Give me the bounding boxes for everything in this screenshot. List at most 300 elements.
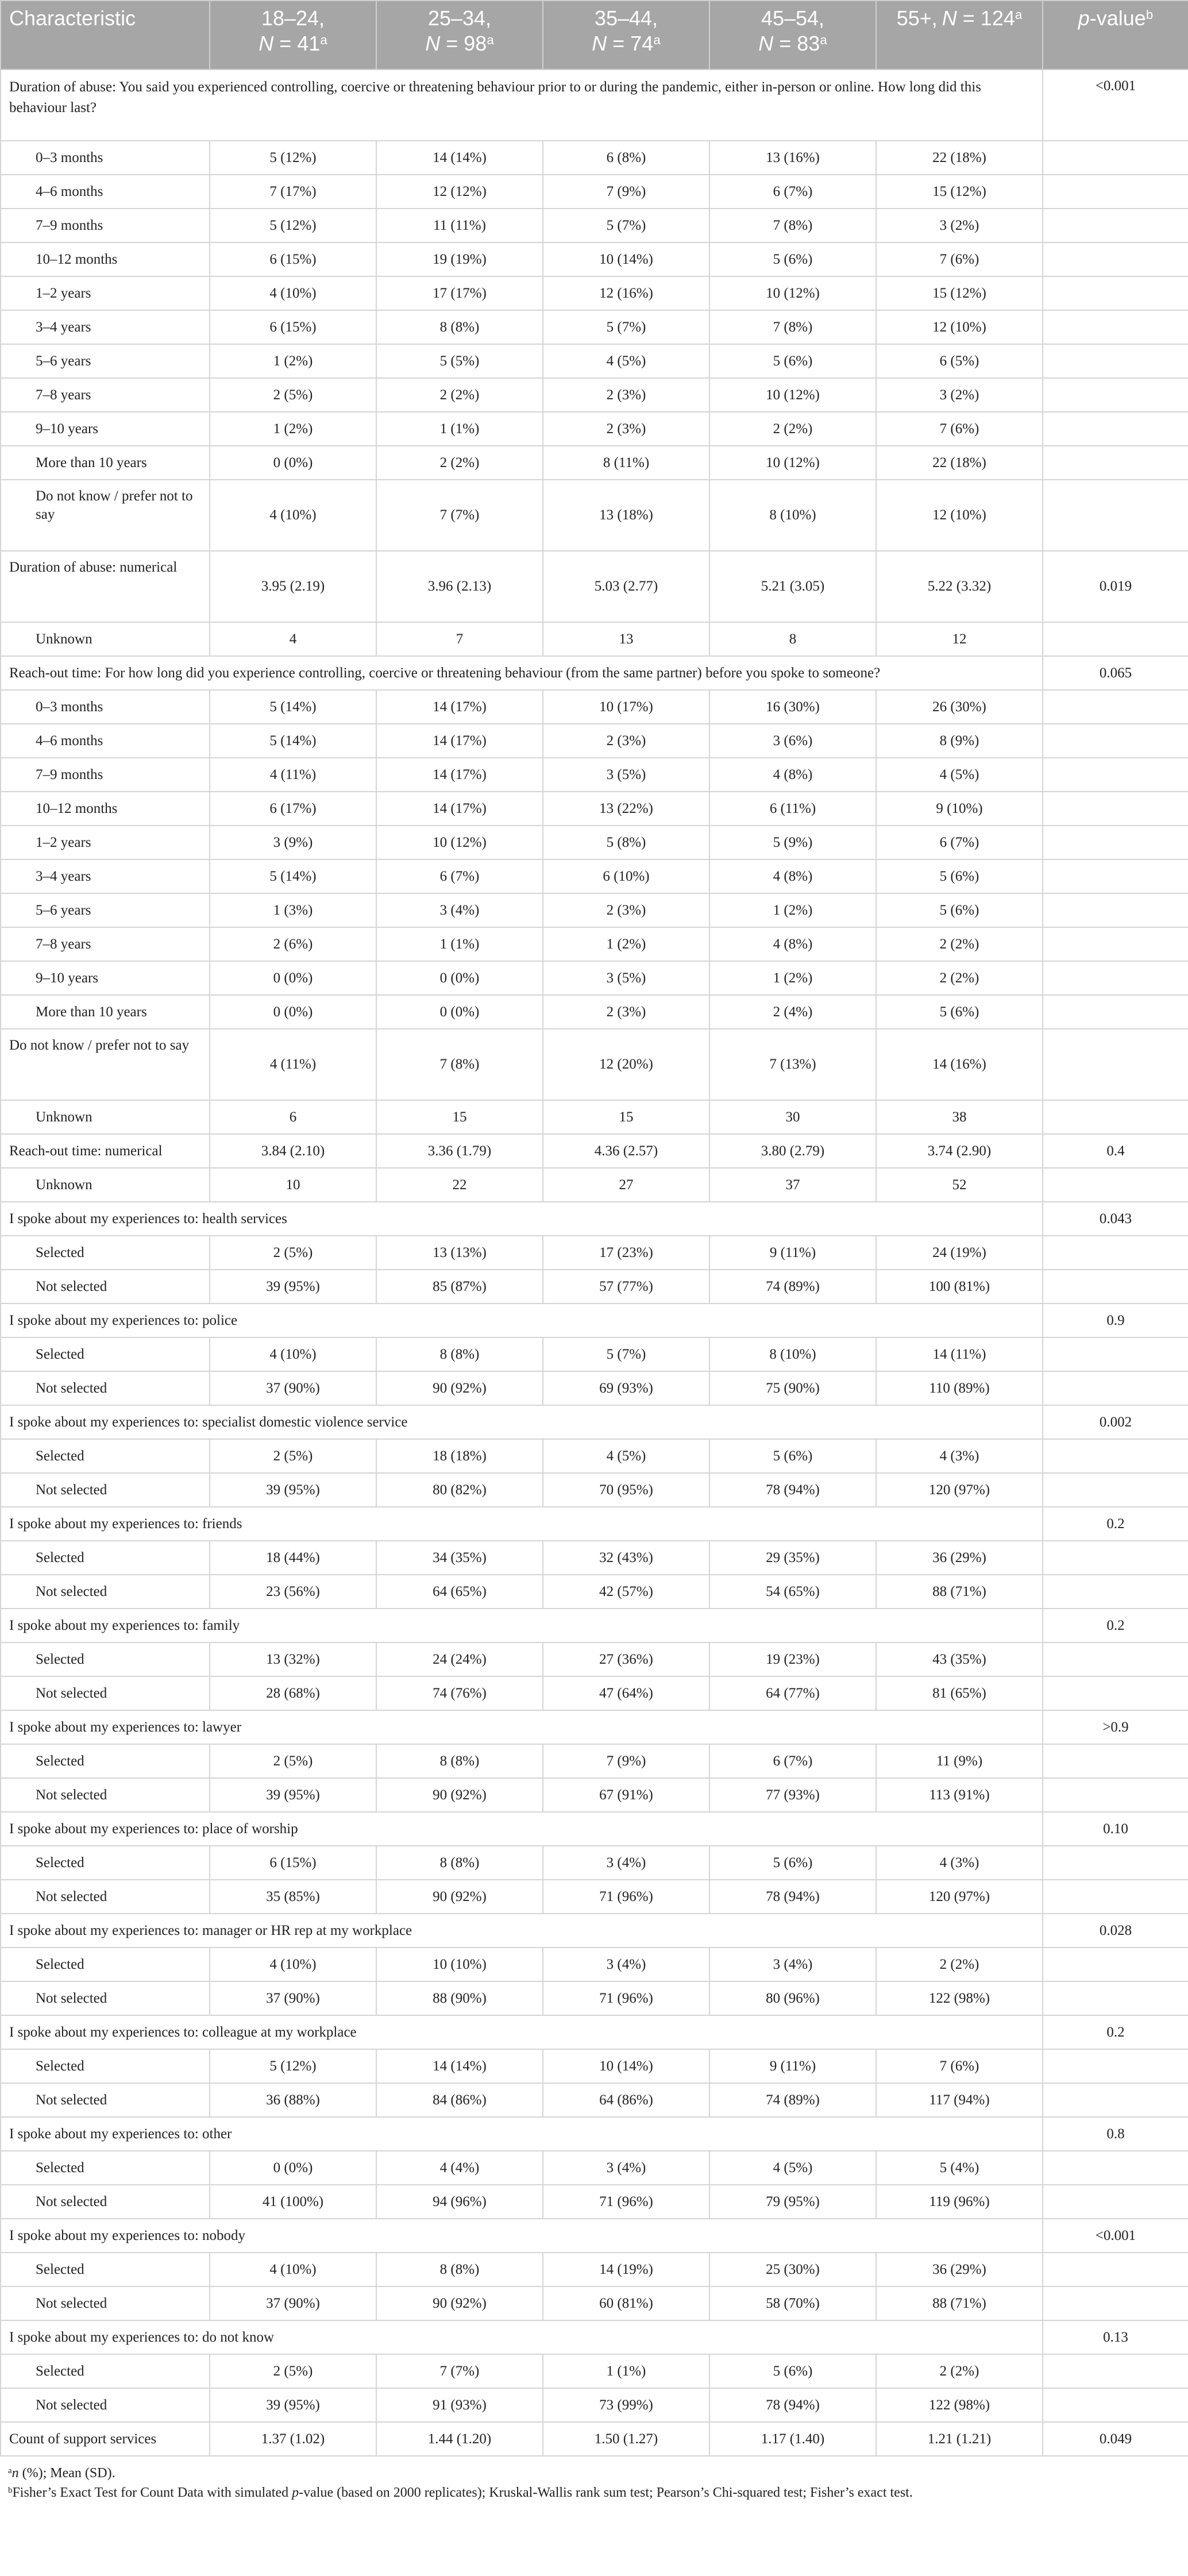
table-group-row: [1, 1609, 1188, 1642]
table-row: [1, 1371, 1188, 1405]
value-cell: 6: [210, 1100, 376, 1134]
value-cell: 4 (4%): [376, 2151, 543, 2185]
value-cell: 8 (10%): [709, 1337, 876, 1371]
table-header-row: [1, 1, 1188, 70]
value-cell: 18 (18%): [376, 1439, 543, 1473]
table-group-row: [1, 1914, 1188, 1948]
value-cell: 85 (87%): [376, 1270, 543, 1304]
value-cell: 3.36 (1.79): [376, 1134, 543, 1168]
value-cell: 24 (19%): [876, 1236, 1043, 1270]
row-label: 3–4 years: [1, 859, 210, 893]
value-cell: 122 (98%): [876, 2388, 1043, 2422]
value-cell: 15 (12%): [876, 276, 1043, 310]
p-value-cell: [1043, 2253, 1188, 2286]
table-row: [1, 2253, 1188, 2286]
row-label: Selected: [1, 1948, 210, 1981]
p-value-cell: 0.049: [1043, 2422, 1188, 2456]
p-value-cell: [1043, 893, 1188, 927]
value-cell: 5 (6%): [876, 995, 1043, 1029]
table-row: [1, 622, 1188, 656]
value-cell: 8 (8%): [376, 310, 543, 344]
value-cell: 16 (30%): [709, 690, 876, 724]
value-cell: 88 (71%): [876, 2286, 1043, 2320]
col-n-value: = 74: [607, 32, 654, 55]
p-value-cell: [1043, 792, 1188, 826]
table-row: [1, 2151, 1188, 2185]
value-cell: 6 (15%): [210, 1846, 376, 1880]
group-label: I spoke about my experiences to: colleague at my workplace: [1, 2015, 1043, 2049]
column-header-age-18-24: [210, 1, 376, 70]
p-value-cell: [1043, 1642, 1188, 1676]
value-cell: 36 (29%): [876, 1541, 1043, 1575]
group-label: Reach-out time: For how long did you experience controlling, coercive or threatening behaviour (from the same partner) before you spoke to someone?: [1, 656, 1043, 690]
row-label: Selected: [1, 1541, 210, 1575]
value-cell: 2 (2%): [876, 927, 1043, 961]
p-value-cell: 0.2: [1043, 1507, 1188, 1541]
value-cell: 88 (90%): [376, 1981, 543, 2015]
value-cell: 22 (18%): [876, 141, 1043, 175]
value-cell: 5 (14%): [210, 859, 376, 893]
value-cell: 5 (6%): [876, 893, 1043, 927]
table-row: [1, 1778, 1188, 1812]
value-cell: 3 (5%): [543, 961, 709, 995]
p-value-cell: [1043, 1371, 1188, 1405]
p-value-cell: 0.2: [1043, 2015, 1188, 2049]
col-sup: a: [653, 32, 661, 47]
value-cell: 90 (92%): [376, 1371, 543, 1405]
table-group-row: [1, 2117, 1188, 2151]
row-label: Selected: [1, 2354, 210, 2388]
column-header-p-value: [1043, 1, 1188, 70]
footnote-a-sup: a: [8, 2466, 12, 2475]
value-cell: 14 (14%): [376, 141, 543, 175]
value-cell: 10 (14%): [543, 2049, 709, 2083]
p-value-cell: [1043, 1948, 1188, 1981]
value-cell: 2 (3%): [543, 378, 709, 412]
value-cell: 27: [543, 1168, 709, 1202]
value-cell: 4 (10%): [210, 1948, 376, 1981]
p-value-cell: 0.002: [1043, 1405, 1188, 1439]
p-value-cell: <0.001: [1043, 70, 1188, 141]
value-cell: 5.21 (3.05): [709, 551, 876, 622]
table-row: [1, 1948, 1188, 1981]
p-value-cell: [1043, 1846, 1188, 1880]
value-cell: 74 (76%): [376, 1676, 543, 1710]
p-value-cell: [1043, 724, 1188, 758]
value-cell: 8 (8%): [376, 1337, 543, 1371]
col-label: 18–24,: [261, 6, 325, 30]
value-cell: 67 (91%): [543, 1778, 709, 1812]
table-row: [1, 1575, 1188, 1609]
group-label: I spoke about my experiences to: friends: [1, 1507, 1043, 1541]
col-label: 25–34,: [427, 6, 492, 30]
group-label: I spoke about my experiences to: specialist domestic violence service: [1, 1405, 1043, 1439]
value-cell: 3 (4%): [543, 1846, 709, 1880]
value-cell: 58 (70%): [709, 2286, 876, 2320]
group-label: Duration of abuse: You said you experienced controlling, coercive or threatening behaviour prior to or during the pandemic, either in-person or online. How long did this behaviour last?: [1, 70, 1043, 141]
table-row: [1, 2388, 1188, 2422]
row-label: Selected: [1, 1439, 210, 1473]
value-cell: 64 (65%): [376, 1575, 543, 1609]
table-row: [1, 690, 1188, 724]
value-cell: 69 (93%): [543, 1371, 709, 1405]
value-cell: 38: [876, 1100, 1043, 1134]
table-row: [1, 1880, 1188, 1914]
p-value-cell: [1043, 859, 1188, 893]
value-cell: 39 (95%): [210, 2388, 376, 2422]
row-label: Not selected: [1, 1880, 210, 1914]
table-row: [1, 1744, 1188, 1778]
p-value-cell: [1043, 995, 1188, 1029]
table-row: [1, 1029, 1188, 1100]
value-cell: 54 (65%): [709, 1575, 876, 1609]
value-cell: 2 (5%): [210, 1236, 376, 1270]
p-value-cell: >0.9: [1043, 1710, 1188, 1744]
value-cell: 7 (9%): [543, 175, 709, 209]
p-value-cell: [1043, 446, 1188, 480]
value-cell: 12 (16%): [543, 276, 709, 310]
value-cell: 1 (1%): [376, 927, 543, 961]
value-cell: 2 (6%): [210, 927, 376, 961]
row-label: Count of support services: [1, 2422, 210, 2456]
value-cell: 2 (5%): [210, 1744, 376, 1778]
column-header-age-45-54: [709, 1, 876, 70]
p-value-cell: [1043, 1676, 1188, 1710]
value-cell: 6 (8%): [543, 141, 709, 175]
p-value-cell: [1043, 1541, 1188, 1575]
row-label: 4–6 months: [1, 175, 210, 209]
table-row: [1, 2185, 1188, 2219]
p-value-cell: [1043, 1778, 1188, 1812]
col-sup: a: [320, 32, 327, 47]
col-n-value: = 83: [773, 32, 820, 55]
value-cell: 14 (17%): [376, 690, 543, 724]
value-cell: 10 (10%): [376, 1948, 543, 1981]
value-cell: 24 (24%): [376, 1642, 543, 1676]
value-cell: 14 (17%): [376, 758, 543, 792]
value-cell: 4 (10%): [210, 2253, 376, 2286]
value-cell: 26 (30%): [876, 690, 1043, 724]
value-cell: 4 (10%): [210, 276, 376, 310]
value-cell: 22 (18%): [876, 446, 1043, 480]
value-cell: 19 (19%): [376, 242, 543, 276]
table-row: [1, 2354, 1188, 2388]
value-cell: 27 (36%): [543, 1642, 709, 1676]
value-cell: 119 (96%): [876, 2185, 1043, 2219]
value-cell: 75 (90%): [709, 1371, 876, 1405]
value-cell: 1.21 (1.21): [876, 2422, 1043, 2456]
value-cell: 3.74 (2.90): [876, 1134, 1043, 1168]
value-cell: 4 (3%): [876, 1439, 1043, 1473]
value-cell: 2 (3%): [543, 893, 709, 927]
row-label: Not selected: [1, 2286, 210, 2320]
value-cell: 8 (9%): [876, 724, 1043, 758]
value-cell: 3 (9%): [210, 826, 376, 859]
table-group-row: [1, 2219, 1188, 2253]
row-label: 5–6 years: [1, 344, 210, 378]
value-cell: 2 (2%): [876, 2354, 1043, 2388]
table-row: [1, 792, 1188, 826]
value-cell: 6 (7%): [376, 859, 543, 893]
row-label: Unknown: [1, 1168, 210, 1202]
p-value-cell: [1043, 1270, 1188, 1304]
value-cell: 18 (44%): [210, 1541, 376, 1575]
value-cell: 5 (14%): [210, 724, 376, 758]
row-label: 7–8 years: [1, 927, 210, 961]
value-cell: 14 (17%): [376, 724, 543, 758]
row-label: Not selected: [1, 1981, 210, 2015]
value-cell: 34 (35%): [376, 1541, 543, 1575]
p-value-cell: 0.4: [1043, 1134, 1188, 1168]
footnote-a-text: (%); Mean (SD).: [18, 2466, 115, 2481]
value-cell: 91 (93%): [376, 2388, 543, 2422]
value-cell: 41 (100%): [210, 2185, 376, 2219]
row-label: Not selected: [1, 1473, 210, 1507]
row-label: Unknown: [1, 1100, 210, 1134]
value-cell: 4 (10%): [210, 1337, 376, 1371]
value-cell: 0 (0%): [376, 995, 543, 1029]
value-cell: 7 (13%): [709, 1029, 876, 1100]
p-value-cell: [1043, 927, 1188, 961]
value-cell: 29 (35%): [709, 1541, 876, 1575]
value-cell: 5 (6%): [709, 242, 876, 276]
value-cell: 70 (95%): [543, 1473, 709, 1507]
p-value-cell: [1043, 242, 1188, 276]
footnote-b-italic: p: [292, 2485, 299, 2500]
value-cell: 5 (12%): [210, 209, 376, 242]
p-value-cell: <0.001: [1043, 2219, 1188, 2253]
value-cell: 17 (23%): [543, 1236, 709, 1270]
table-row: [1, 1439, 1188, 1473]
group-label: I spoke about my experiences to: lawyer: [1, 1710, 1043, 1744]
value-cell: 6 (10%): [543, 859, 709, 893]
value-cell: 78 (94%): [709, 2388, 876, 2422]
row-label: Selected: [1, 1744, 210, 1778]
p-value-cell: 0.019: [1043, 551, 1188, 622]
value-cell: 6 (7%): [709, 175, 876, 209]
value-cell: 7 (7%): [376, 2354, 543, 2388]
col-n-label: N: [592, 32, 607, 55]
row-label: Selected: [1, 2253, 210, 2286]
value-cell: 3 (2%): [876, 209, 1043, 242]
table-row: [1, 758, 1188, 792]
value-cell: 37 (90%): [210, 2286, 376, 2320]
value-cell: 43 (35%): [876, 1642, 1043, 1676]
value-cell: 84 (86%): [376, 2083, 543, 2117]
col-n-label: N: [425, 32, 441, 55]
value-cell: 4 (11%): [210, 1029, 376, 1100]
value-cell: 9 (11%): [709, 2049, 876, 2083]
col-n-label: N: [758, 32, 774, 55]
value-cell: 100 (81%): [876, 1270, 1043, 1304]
value-cell: 5.22 (3.32): [876, 551, 1043, 622]
table-group-row: [1, 656, 1188, 690]
col-n-label: N: [259, 32, 274, 55]
group-label: I spoke about my experiences to: do not know: [1, 2320, 1043, 2354]
value-cell: 9 (10%): [876, 792, 1043, 826]
p-value-cell: [1043, 209, 1188, 242]
pvalue-italic: p: [1078, 6, 1090, 30]
p-value-cell: [1043, 310, 1188, 344]
value-cell: 120 (97%): [876, 1880, 1043, 1914]
value-cell: 2 (3%): [543, 995, 709, 1029]
p-value-cell: [1043, 276, 1188, 310]
p-value-cell: [1043, 690, 1188, 724]
row-label: Not selected: [1, 1676, 210, 1710]
value-cell: 5 (5%): [376, 344, 543, 378]
row-label: Do not know / prefer not to say: [1, 1029, 210, 1100]
value-cell: 74 (89%): [709, 1270, 876, 1304]
value-cell: 120 (97%): [876, 1473, 1043, 1507]
value-cell: 74 (89%): [709, 2083, 876, 2117]
table-row: [1, 927, 1188, 961]
table-row: [1, 826, 1188, 859]
col-n-value: = 98: [440, 32, 487, 55]
value-cell: 4 (5%): [709, 2151, 876, 2185]
row-label: 4–6 months: [1, 724, 210, 758]
value-cell: 6 (7%): [876, 826, 1043, 859]
value-cell: 113 (91%): [876, 1778, 1043, 1812]
value-cell: 4 (11%): [210, 758, 376, 792]
value-cell: 73 (99%): [543, 2388, 709, 2422]
table-row: [1, 242, 1188, 276]
table-row: [1, 344, 1188, 378]
table-group-row: [1, 1812, 1188, 1846]
value-cell: 12 (10%): [876, 310, 1043, 344]
value-cell: 42 (57%): [543, 1575, 709, 1609]
value-cell: 0 (0%): [210, 2151, 376, 2185]
row-label: Not selected: [1, 1575, 210, 1609]
value-cell: 5 (7%): [543, 209, 709, 242]
value-cell: 7 (6%): [876, 412, 1043, 446]
value-cell: 1 (2%): [709, 961, 876, 995]
value-cell: 94 (96%): [376, 2185, 543, 2219]
value-cell: 1 (3%): [210, 893, 376, 927]
footnote-b-sup: b: [8, 2485, 13, 2495]
p-value-cell: [1043, 1100, 1188, 1134]
p-value-cell: [1043, 1744, 1188, 1778]
value-cell: 0 (0%): [210, 995, 376, 1029]
row-label: Selected: [1, 2151, 210, 2185]
value-cell: 37: [709, 1168, 876, 1202]
p-value-cell: [1043, 344, 1188, 378]
value-cell: 0 (0%): [376, 961, 543, 995]
value-cell: 37 (90%): [210, 1371, 376, 1405]
value-cell: 7 (6%): [876, 242, 1043, 276]
table-body: [1, 70, 1188, 2456]
value-cell: 3 (4%): [376, 893, 543, 927]
value-cell: 10: [210, 1168, 376, 1202]
col-n-label: N: [942, 6, 957, 30]
row-label: Not selected: [1, 2083, 210, 2117]
value-cell: 2 (2%): [709, 412, 876, 446]
pvalue-sup: b: [1145, 7, 1154, 22]
value-cell: 8 (8%): [376, 2253, 543, 2286]
row-label: Not selected: [1, 1270, 210, 1304]
p-value-cell: [1043, 1168, 1188, 1202]
p-value-cell: [1043, 1236, 1188, 1270]
value-cell: 13: [543, 622, 709, 656]
table-row: [1, 1134, 1188, 1168]
row-label: 10–12 months: [1, 792, 210, 826]
value-cell: 4 (3%): [876, 1846, 1043, 1880]
value-cell: 23 (56%): [210, 1575, 376, 1609]
p-value-cell: [1043, 826, 1188, 859]
group-label: I spoke about my experiences to: nobody: [1, 2219, 1043, 2253]
table-row: [1, 2083, 1188, 2117]
value-cell: 35 (85%): [210, 1880, 376, 1914]
value-cell: 1 (1%): [543, 2354, 709, 2388]
column-header-age-25-34: [376, 1, 543, 70]
value-cell: 1 (1%): [376, 412, 543, 446]
row-label: 1–2 years: [1, 826, 210, 859]
value-cell: 10 (17%): [543, 690, 709, 724]
value-cell: 117 (94%): [876, 2083, 1043, 2117]
value-cell: 3 (4%): [543, 2151, 709, 2185]
table-group-row: [1, 1405, 1188, 1439]
p-value-cell: [1043, 1029, 1188, 1100]
value-cell: 11 (11%): [376, 209, 543, 242]
col-n-value: = 124: [956, 6, 1015, 30]
value-cell: 80 (82%): [376, 1473, 543, 1507]
value-cell: 14 (14%): [376, 2049, 543, 2083]
value-cell: 5 (6%): [876, 859, 1043, 893]
table-row: [1, 412, 1188, 446]
value-cell: 13 (18%): [543, 480, 709, 551]
value-cell: 71 (96%): [543, 1981, 709, 2015]
p-value-cell: [1043, 758, 1188, 792]
value-cell: 30: [709, 1100, 876, 1134]
value-cell: 2 (5%): [210, 1439, 376, 1473]
table-row: [1, 276, 1188, 310]
value-cell: 4 (8%): [709, 758, 876, 792]
value-cell: 5 (4%): [876, 2151, 1043, 2185]
row-label: Do not know / prefer not to say: [1, 480, 210, 551]
value-cell: 8 (10%): [709, 480, 876, 551]
table-row: [1, 1642, 1188, 1676]
row-label: Not selected: [1, 2185, 210, 2219]
p-value-cell: [1043, 1439, 1188, 1473]
p-value-cell: [1043, 141, 1188, 175]
table-row: [1, 995, 1188, 1029]
value-cell: 15 (12%): [876, 175, 1043, 209]
value-cell: 81 (65%): [876, 1676, 1043, 1710]
value-cell: 8 (11%): [543, 446, 709, 480]
value-cell: 10 (12%): [709, 378, 876, 412]
p-value-cell: [1043, 2354, 1188, 2388]
p-value-cell: [1043, 1337, 1188, 1371]
row-label: 9–10 years: [1, 412, 210, 446]
value-cell: 5 (12%): [210, 141, 376, 175]
column-header-characteristic-text: Characteristic: [9, 6, 136, 30]
value-cell: 1 (2%): [709, 893, 876, 927]
value-cell: 1 (2%): [543, 927, 709, 961]
value-cell: 1.37 (1.02): [210, 2422, 376, 2456]
value-cell: 5 (6%): [709, 2354, 876, 2388]
value-cell: 37 (90%): [210, 1981, 376, 2015]
value-cell: 88 (71%): [876, 1575, 1043, 1609]
value-cell: 3.95 (2.19): [210, 551, 376, 622]
table-row: [1, 175, 1188, 209]
table-row: [1, 1236, 1188, 1270]
footnote-b: [8, 2483, 1180, 2502]
value-cell: 3.84 (2.10): [210, 1134, 376, 1168]
value-cell: 47 (64%): [543, 1676, 709, 1710]
value-cell: 5.03 (2.77): [543, 551, 709, 622]
row-label: 5–6 years: [1, 893, 210, 927]
value-cell: 77 (93%): [709, 1778, 876, 1812]
value-cell: 13 (13%): [376, 1236, 543, 1270]
